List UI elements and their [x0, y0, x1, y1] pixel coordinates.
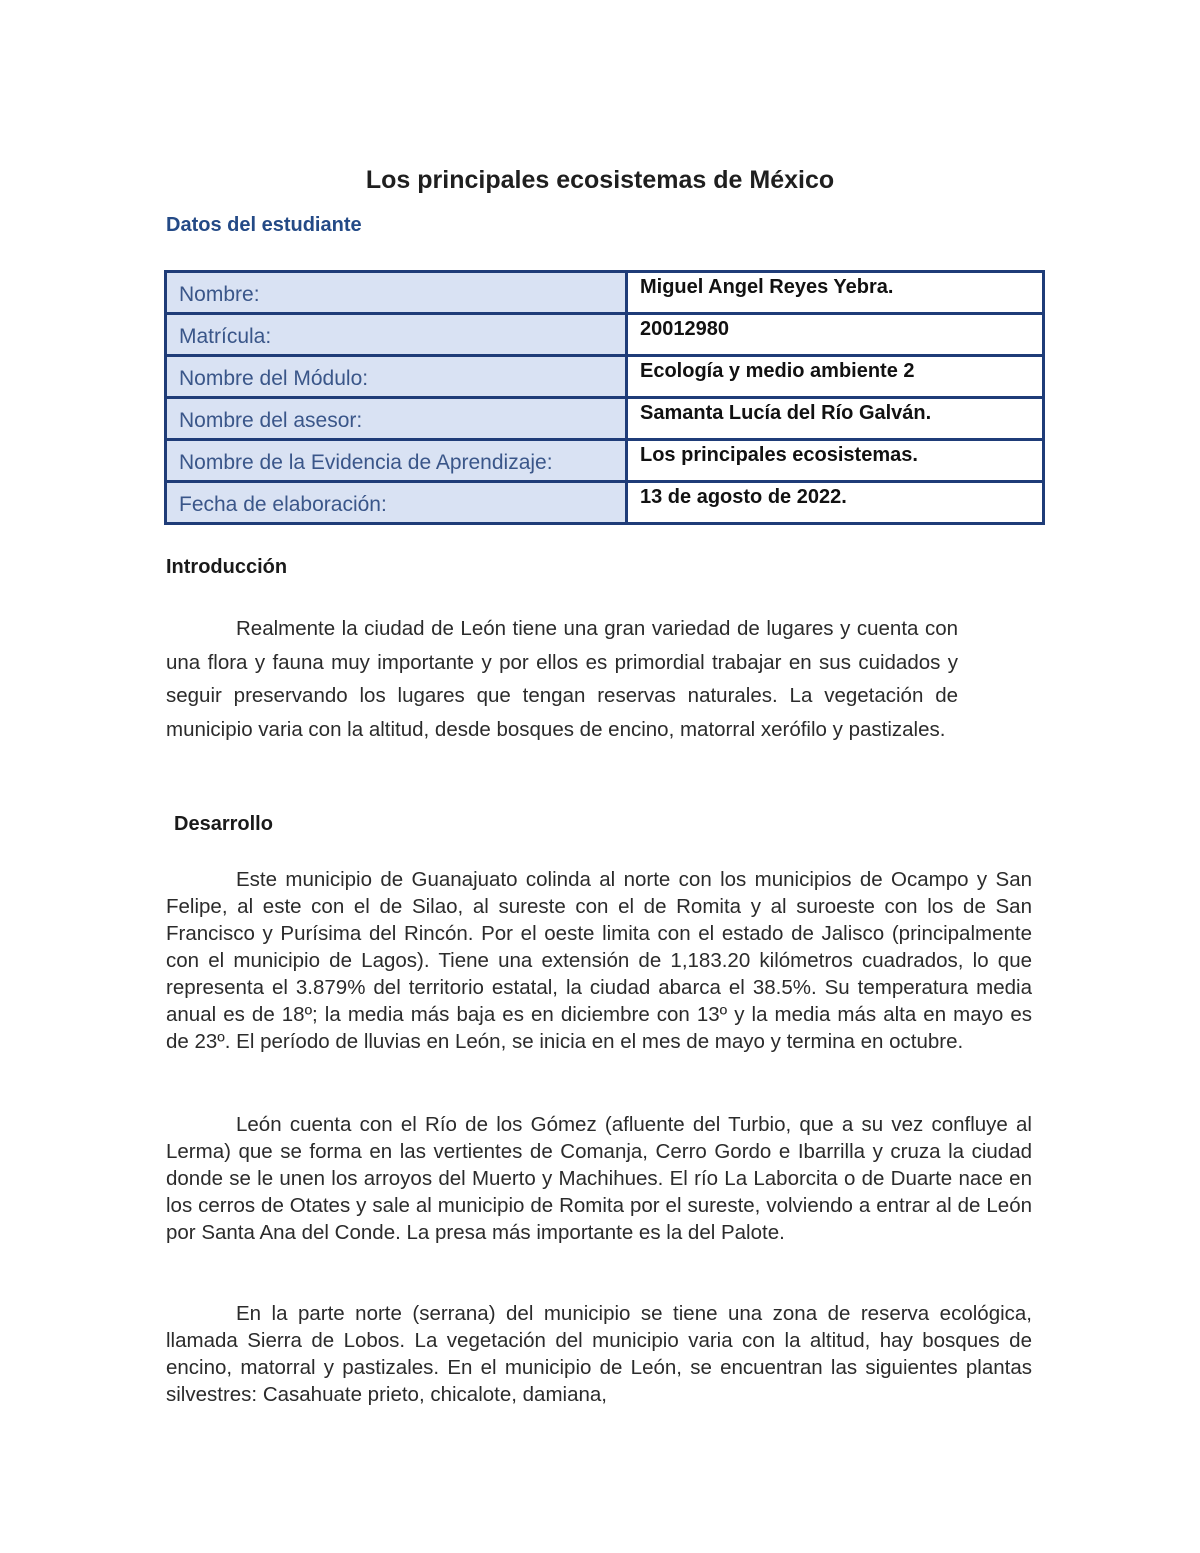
- table-value-cell: Ecología y medio ambiente 2: [627, 356, 1044, 398]
- table-row: [166, 356, 1044, 398]
- table-value-cell: 20012980: [627, 314, 1044, 356]
- table-label-cell: Nombre:: [166, 272, 627, 314]
- table-row: [166, 482, 1044, 524]
- table-label-cell: Nombre del asesor:: [166, 398, 627, 440]
- table-label-cell: Matrícula:: [166, 314, 627, 356]
- table-label-cell: Fecha de elaboración:: [166, 482, 627, 524]
- table-row: [166, 314, 1044, 356]
- intro-heading: Introducción: [166, 556, 288, 578]
- development-paragraph: León cuenta con el Río de los Gómez (afluente del Turbio, que a su vez confluye al Lerma) que se forma en las vertientes de Comanja, Cerro Gordo e Ibarrilla y cruza la ciudad donde se le unen los arroyos del Muerto y Machihues. El río La Laborcita o de Duarte nace en los cerros de Otates y sale al municipio de Romita por el sureste, volviendo a entrar al de León por Santa Ana del Conde. La presa más importante es la del Palote.: [166, 1113, 1032, 1244]
- student-section-heading: Datos del estudiante: [166, 214, 362, 236]
- student-info-table: [164, 270, 1045, 525]
- table-value-cell: Samanta Lucía del Río Galván.: [627, 398, 1044, 440]
- table-value-cell: Los principales ecosistemas.: [627, 440, 1044, 482]
- table-label-cell: Nombre de la Evidencia de Aprendizaje:: [166, 440, 627, 482]
- development-paragraph: En la parte norte (serrana) del municipio se tiene una zona de reserva ecológica, llamada Sierra de Lobos. La vegetación del municipio varia con la altitud, hay bosques de encino, matorral y pastizales. En el municipio de León, se encuentran las siguientes plantas silvestres: Casahuate prieto, chicalote, damiana,: [166, 1302, 1032, 1406]
- table-value-cell: Miguel Angel Reyes Yebra.: [627, 272, 1044, 314]
- table-row: [166, 398, 1044, 440]
- development-heading: Desarrollo: [174, 813, 273, 835]
- development-paragraph: Este municipio de Guanajuato colinda al norte con los municipios de Ocampo y San Felipe, al este con el de Silao, al sureste con el de Romita y al suroeste con los de San Francisco y Purísima del Rincón. Por el oeste limita con el estado de Jalisco (principalmente con el municipio de Lagos). Tiene una extensión de 1,183.20 kilómetros cuadrados, lo que representa el 3.879% del territorio estatal, la ciudad abarca el 38.5%. Su temperatura media anual es de 18º; la media más baja es en diciembre con 13º y la media más alta en mayo es de 23º. El período de lluvias en León, se inicia en el mes de mayo y termina en octubre.: [166, 868, 1032, 1053]
- intro-paragraph: Realmente la ciudad de León tiene una gran variedad de lugares y cuenta con una flora y fauna muy importante y por ellos es primordial trabajar en sus cuidados y seguir preservando los lugares que tengan reservas naturales. La vegetación de municipio varia con la altitud, desde bosques de encino, matorral xerófilo y pastizales.: [166, 617, 958, 741]
- document-title: Los principales ecosistemas de México: [365, 166, 835, 194]
- table-row: [166, 440, 1044, 482]
- table-label-cell: Nombre del Módulo:: [166, 356, 627, 398]
- table-row: [166, 272, 1044, 314]
- table-value-cell: 13 de agosto de 2022.: [627, 482, 1044, 524]
